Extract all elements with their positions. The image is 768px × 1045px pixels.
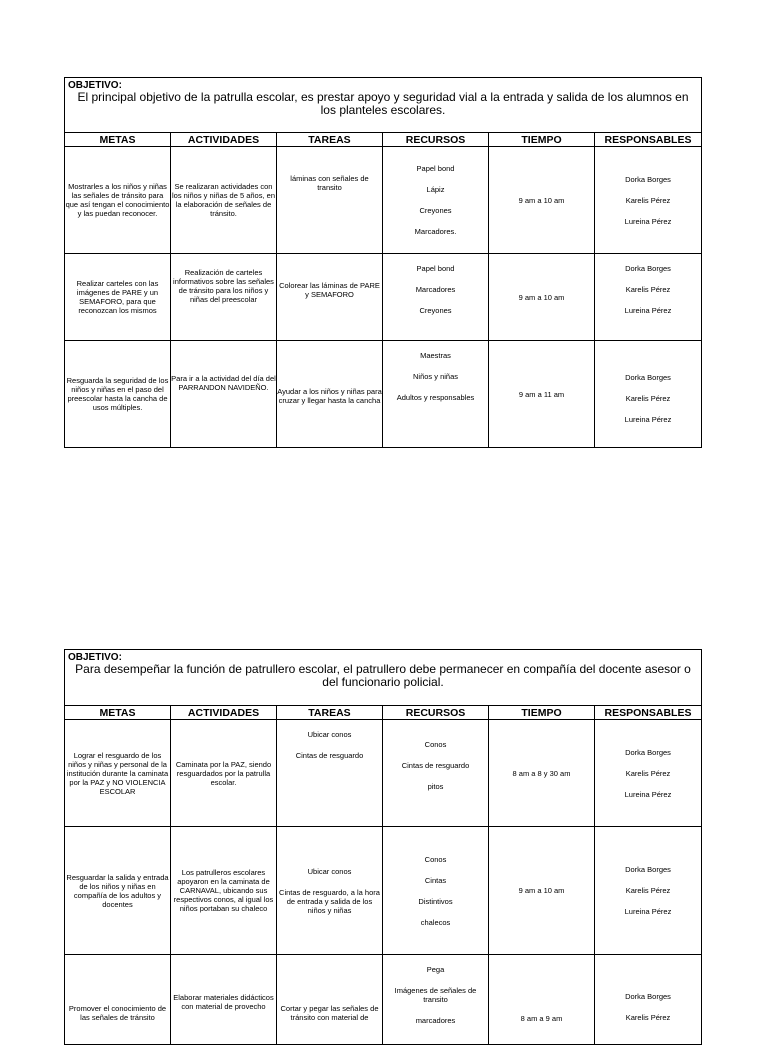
recurso-item: Pega	[426, 965, 445, 974]
recurso-item: chalecos	[420, 917, 451, 927]
responsable-item: Lureina Pérez	[624, 306, 672, 315]
recurso-item: Conos	[424, 854, 447, 864]
responsable-item: Lureina Pérez	[624, 907, 672, 916]
header-tareas: TAREAS	[277, 706, 383, 720]
responsables-cell	[595, 341, 702, 448]
header-actividades: ACTIVIDADES	[171, 706, 277, 720]
tarea-item: Cortar y pegar las señales de tránsito con material de	[280, 1004, 379, 1022]
actividades-cell: Caminata por la PAZ, siendo resguardados por la patrulla escolar.	[171, 720, 277, 827]
responsable-item: Karelis Pérez	[625, 394, 671, 403]
tiempo-cell: 9 am a 10 am	[489, 147, 595, 254]
responsable-item: Karelis Pérez	[625, 285, 671, 294]
recursos-cell	[383, 827, 489, 955]
recurso-item: Marcadores	[415, 285, 456, 294]
recurso-item: pitos	[427, 782, 444, 791]
responsables-cell	[595, 955, 702, 1045]
header-responsables: RESPONSABLES	[595, 133, 702, 147]
responsables-cell	[595, 254, 702, 341]
tareas-cell	[277, 720, 383, 827]
recurso-item: marcadores	[415, 1016, 456, 1025]
responsable-item: Karelis Pérez	[625, 886, 671, 895]
header-responsables: RESPONSABLES	[595, 706, 702, 720]
header-row	[65, 706, 702, 720]
tareas-cell	[277, 827, 383, 955]
recursos-cell	[383, 147, 489, 254]
recurso-item: Creyones	[419, 306, 452, 315]
objective-label: OBJETIVO:	[68, 652, 122, 663]
tiempo-cell: 9 am a 10 am	[489, 827, 595, 955]
header-metas: METAS	[65, 133, 171, 147]
tiempo-cell: 9 am a 10 am	[489, 254, 595, 341]
header-recursos: RECURSOS	[383, 706, 489, 720]
header-row	[65, 133, 702, 147]
tareas-cell	[277, 254, 383, 341]
table-row	[65, 341, 702, 448]
recurso-item: Creyones	[419, 206, 452, 215]
recurso-item: Papel bond	[416, 264, 455, 273]
objective-cell	[65, 650, 702, 706]
table-row	[65, 827, 702, 955]
header-metas: METAS	[65, 706, 171, 720]
tiempo-cell: 8 am a 8 y 30 am	[489, 720, 595, 827]
tiempo-cell: 9 am a 11 am	[489, 341, 595, 448]
objective-row	[65, 78, 702, 133]
recursos-cell	[383, 955, 489, 1045]
recursos-cell	[383, 341, 489, 448]
recurso-item: Papel bond	[416, 164, 455, 173]
responsable-item: Lureina Pérez	[624, 789, 672, 799]
responsable-item: Lureina Pérez	[624, 415, 672, 424]
recurso-item: Imágenes de señales de transito	[394, 986, 477, 1004]
responsable-item: Karelis Pérez	[625, 1013, 671, 1022]
plan-table-1	[64, 77, 702, 448]
recurso-item: Maestras	[420, 351, 451, 360]
table-row	[65, 147, 702, 254]
tarea-item: Ayudar a los niños y niñas para cruzar y llegar hasta la cancha	[277, 387, 382, 405]
table-row	[65, 254, 702, 341]
responsable-item: Dorka Borges	[625, 174, 671, 184]
header-recursos: RECURSOS	[383, 133, 489, 147]
actividades-cell: Se realizaran actividades con los niños y niñas de 5 años, en la elaboración de señales de tránsito.	[171, 147, 277, 254]
recurso-item: Distintivos	[418, 896, 453, 906]
recursos-cell	[383, 254, 489, 341]
responsable-item: Dorka Borges	[625, 865, 671, 874]
tarea-item: láminas con señales de transito	[290, 174, 369, 192]
recursos-cell	[383, 720, 489, 827]
tiempo-cell: 8 am a 9 am	[489, 955, 595, 1045]
header-tareas: TAREAS	[277, 133, 383, 147]
tarea-item: Ubicar conos	[307, 866, 352, 876]
plan-table-2	[64, 649, 702, 1045]
header-actividades: ACTIVIDADES	[171, 133, 277, 147]
header-tiempo: TIEMPO	[489, 133, 595, 147]
recurso-item: Lápiz	[426, 185, 445, 194]
objective-cell	[65, 78, 702, 133]
table-row	[65, 720, 702, 827]
metas-cell: Resguarda la seguridad de los niños y niñas en el paso del preescolar hasta la cancha de usos múltiples.	[65, 341, 171, 448]
responsable-item: Dorka Borges	[625, 373, 671, 382]
tareas-cell	[277, 341, 383, 448]
responsables-cell	[595, 720, 702, 827]
objective-label: OBJETIVO:	[68, 80, 122, 91]
tarea-item: Colorear las láminas de PARE y SEMAFORO	[279, 281, 380, 299]
actividades-cell: Elaborar materiales didácticos con material de provecho	[171, 955, 277, 1045]
responsable-item: Lureina Pérez	[624, 216, 672, 226]
responsable-item: Karelis Pérez	[625, 195, 671, 205]
metas-cell: Realizar carteles con las imágenes de PARE y un SEMAFORO, para que reconozcan los mismos	[65, 254, 171, 341]
metas-cell: Promover el conocimiento de las señales de tránsito	[65, 955, 171, 1045]
responsables-cell	[595, 147, 702, 254]
tareas-cell	[277, 955, 383, 1045]
objective-row	[65, 650, 702, 706]
actividades-cell: Para ir a la actividad del día del PARRANDON NAVIDEÑO.	[171, 341, 277, 448]
metas-cell: Resguardar la salida y entrada de los niños y niñas en compañía de los adultos y docentes	[65, 827, 171, 955]
tarea-item: Ubicar conos	[307, 730, 352, 739]
recurso-item: Cintas de resguardo	[401, 761, 470, 770]
responsable-item: Dorka Borges	[625, 992, 671, 1001]
tarea-item: Cintas de resguardo	[295, 751, 364, 760]
objective-text: Para desempeñar la función de patrullero escolar, el patrullero debe permanecer en compañía del docente asesor o del funcionario policial.	[75, 662, 691, 689]
responsable-item: Dorka Borges	[625, 747, 671, 757]
objective-text: El principal objetivo de la patrulla escolar, es prestar apoyo y seguridad vial a la entrada y salida de los alumnos en los planteles escolares.	[77, 90, 689, 117]
responsable-item: Dorka Borges	[625, 264, 671, 273]
tarea-item: Cintas de resguardo, a la hora de entrada y salida de los niños y niñas	[279, 887, 380, 915]
header-tiempo: TIEMPO	[489, 706, 595, 720]
recurso-item: Marcadores.	[414, 227, 457, 236]
actividades-cell: Realización de carteles informativos sobre las señales de tránsito para los niños y niñas del preescolar	[171, 254, 277, 341]
responsable-item: Karelis Pérez	[625, 768, 671, 778]
recurso-item: Cintas	[424, 875, 447, 885]
table-row	[65, 955, 702, 1045]
actividades-cell: Los patrulleros escolares apoyaron en la caminata de CARNAVAL, ubicando sus respectivos conos, al igual los niños portaban su chaleco	[171, 827, 277, 955]
responsables-cell	[595, 827, 702, 955]
metas-cell: Mostrarles a los niños y niñas las señales de tránsito para que así tengan el conocimiento y las puedan reconocer.	[65, 147, 171, 254]
recurso-item: Conos	[424, 740, 447, 749]
metas-cell: Lograr el resguardo de los niños y niñas y personal de la institución durante la caminata por la PAZ y NO VIOLENCIA ESCOLAR	[65, 720, 171, 827]
recurso-item: Niños y niñas	[412, 372, 459, 381]
tareas-cell	[277, 147, 383, 254]
recurso-item: Adultos y responsables	[396, 393, 475, 402]
